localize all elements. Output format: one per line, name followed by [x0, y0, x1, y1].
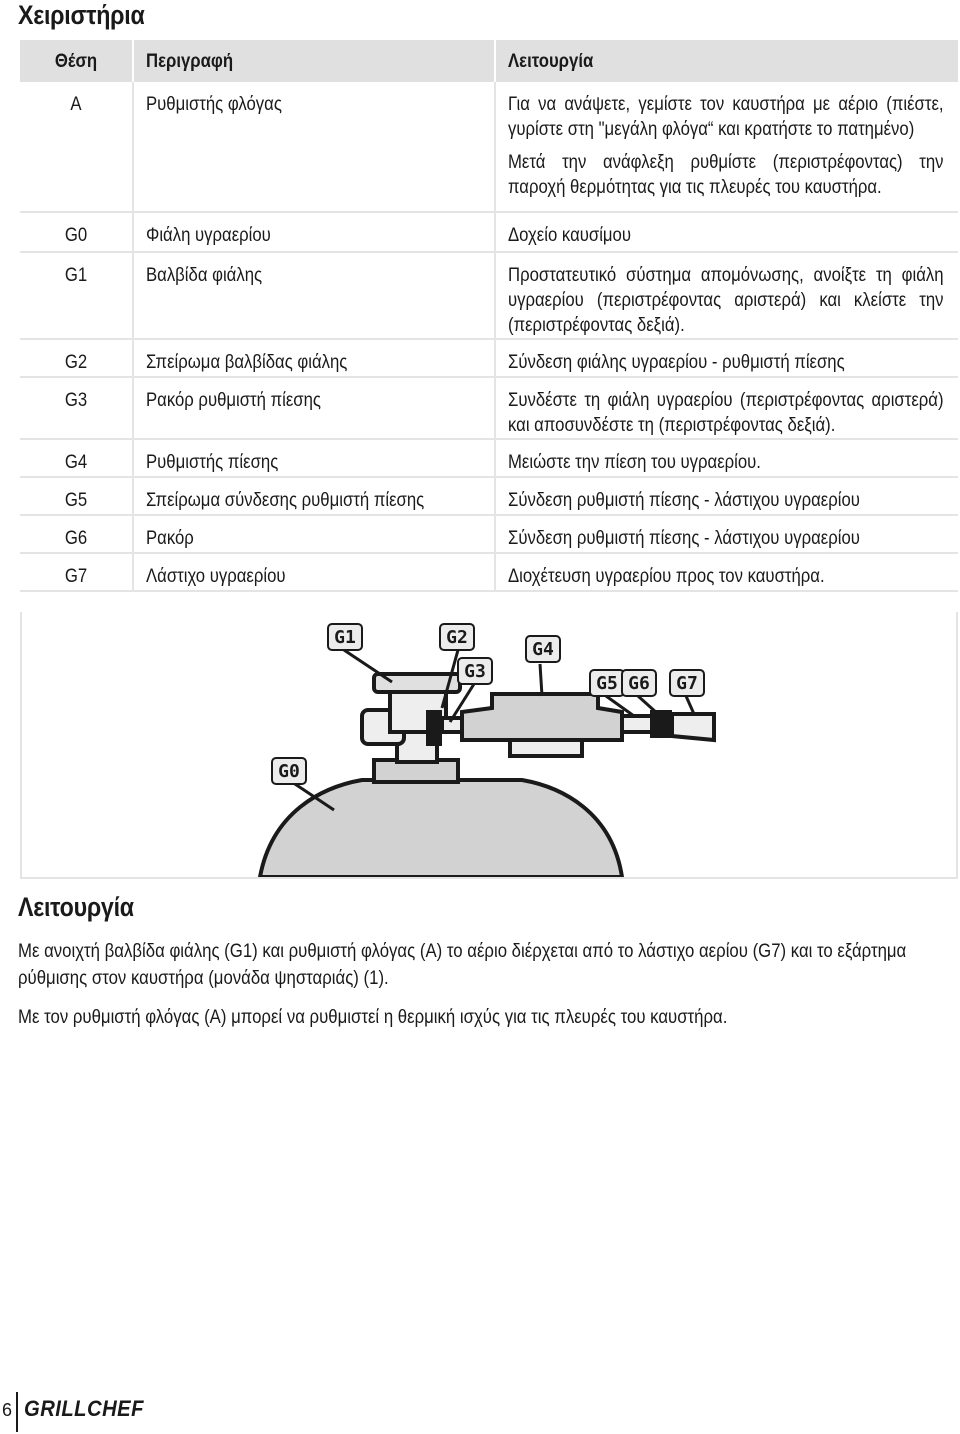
function-text: Δοχείο καυσίμου	[508, 225, 631, 246]
label-g7: G7	[676, 673, 698, 694]
cell-function	[495, 553, 958, 591]
label-g4: G4	[532, 639, 554, 660]
cell-position: G6	[20, 515, 133, 553]
label-g5: G5	[596, 673, 618, 694]
cell-position: G4	[20, 439, 133, 477]
function-text: Μειώστε την πίεση του υγραερίου.	[508, 452, 761, 473]
gas-cylinder-shape	[260, 780, 622, 877]
label-g1: G1	[334, 627, 356, 648]
operation-paragraph: Με ανοιχτή βαλβίδα φιάλης (G1) και ρυθμιστή φλόγας (A) το αέριο διέρχεται από το λάστιχο αερίου (G7) και το εξάρτημα ρύθμισης στον καυστήρα (μονάδα ψησταριάς) (1).	[18, 940, 907, 989]
gas-regulator-diagram	[20, 612, 958, 879]
label-g2: G2	[446, 627, 468, 648]
coupling-nut-shape	[426, 710, 442, 746]
table-row	[20, 477, 958, 515]
cell-description: Ρυθμιστής πίεσης	[133, 439, 495, 477]
cell-position: G2	[20, 339, 133, 377]
table-row	[20, 339, 958, 377]
cell-function	[495, 252, 958, 339]
cell-function	[495, 439, 958, 477]
cell-description: Ρυθμιστής φλόγας	[133, 82, 495, 212]
cell-function	[495, 477, 958, 515]
header-description: Περιγραφή	[133, 40, 495, 82]
gas-hose-shape	[672, 714, 714, 740]
cell-description: Φιάλη υγραερίου	[133, 212, 495, 252]
pressure-regulator-shape	[462, 694, 622, 740]
diagram-labels	[272, 624, 704, 784]
cell-position: G7	[20, 553, 133, 591]
header-position: Θέση	[20, 40, 133, 82]
hose-nut-shape	[650, 710, 672, 738]
cell-description: Ρακόρ	[133, 515, 495, 553]
header-function: Λειτουργία	[495, 40, 958, 82]
brand-logo-text: GRILLCHEF	[24, 1396, 144, 1421]
table-row	[20, 553, 958, 591]
cell-function	[495, 82, 958, 212]
table-row	[20, 82, 958, 212]
function-text: Συνδέστε τη φιάλη υγραερίου (περιστρέφοντας αριστερά) και αποσυνδέστε τη (περιστρέφοντας δεξιά).	[508, 390, 944, 436]
page-number: 6	[2, 1400, 13, 1420]
cell-position: G0	[20, 212, 133, 252]
table-header-row	[20, 40, 958, 82]
cell-function	[495, 212, 958, 252]
table-row	[20, 377, 958, 439]
cell-description: Σπείρωμα σύνδεσης ρυθμιστή πίεσης	[133, 477, 495, 515]
cell-description: Λάστιχο υγραερίου	[133, 553, 495, 591]
cell-function	[495, 339, 958, 377]
table-row	[20, 252, 958, 339]
cell-position: G3	[20, 377, 133, 439]
cell-position: A	[20, 82, 133, 212]
regulator-illustration	[22, 612, 956, 877]
function-text: Προστατευτικό σύστημα απομόνωσης, ανοίξτε τη φιάλη υγραερίου (περιστρέφοντας αριστερά) και κλείστε την (περιστρέφοντας δεξιά).	[508, 265, 944, 336]
regulator-base-shape	[510, 740, 582, 756]
cell-function	[495, 515, 958, 553]
page-title: Χειριστήρια	[18, 0, 145, 30]
function-text: Σύνδεση ρυθμιστή πίεσης - λάστιχου υγραερίου	[508, 490, 860, 511]
cell-position: G1	[20, 252, 133, 339]
page-footer	[0, 1390, 200, 1434]
label-g6: G6	[628, 673, 650, 694]
table-row	[20, 212, 958, 252]
section-title-operation: Λειτουργία	[18, 892, 134, 922]
footer-divider	[16, 1392, 18, 1432]
outlet-thread-shape	[622, 716, 652, 732]
table-row	[20, 439, 958, 477]
cell-description: Βαλβίδα φιάλης	[133, 252, 495, 339]
label-g3: G3	[464, 661, 486, 682]
function-text: Σύνδεση ρυθμιστή πίεσης - λάστιχου υγραερίου	[508, 528, 860, 549]
label-g0: G0	[278, 761, 300, 782]
controls-table	[20, 40, 958, 592]
cell-description: Ρακόρ ρυθμιστή πίεσης	[133, 377, 495, 439]
table-row	[20, 515, 958, 553]
function-text: Για να ανάψετε, γεμίστε τον καυστήρα με αέριο (πιέστε, γυρίστε στη "μεγάλη φλόγα“ και κρατήστε το πατημένο)	[508, 94, 944, 140]
function-text: Μετά την ανάφλεξη ρυθμίστε (περιστρέφοντας) την παροχή θερμότητας για τις πλευρές του καυστήρα.	[508, 152, 944, 198]
cell-description: Σπείρωμα βαλβίδας φιάλης	[133, 339, 495, 377]
operation-paragraph: Με τον ρυθμιστή φλόγας (A) μπορεί να ρυθμιστεί η θερμική ισχύς για τις πλευρές του καυστήρα.	[18, 1006, 728, 1028]
function-text: Διοχέτευση υγραερίου προς τον καυστήρα.	[508, 566, 825, 587]
function-text: Σύνδεση φιάλης υγραερίου - ρυθμιστή πίεσης	[508, 352, 845, 373]
cell-function	[495, 377, 958, 439]
cell-position: G5	[20, 477, 133, 515]
